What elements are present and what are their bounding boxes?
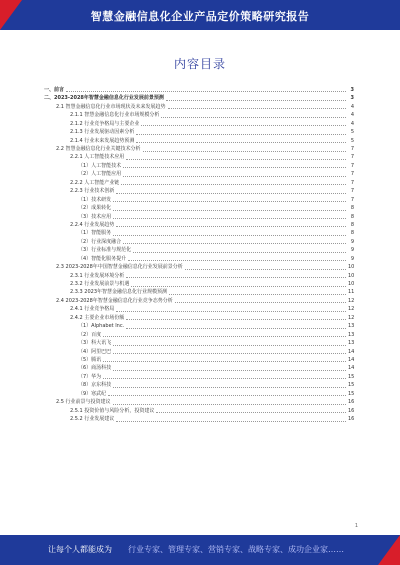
toc-entry-title: （2）成果转化 <box>78 205 112 212</box>
toc-entry-title: 2.1 智慧金融信息化行业市场现状及未来发展趋势 <box>56 103 166 110</box>
toc-entry[interactable] <box>44 390 354 398</box>
toc-dot-leader <box>126 319 346 320</box>
toc-entry[interactable] <box>44 120 354 128</box>
toc-entry-page: 14 <box>348 348 355 355</box>
toc-entry[interactable] <box>44 280 354 288</box>
toc-entry[interactable] <box>44 381 354 389</box>
toc-entry-title: （2）人工智能应用 <box>78 171 122 178</box>
toc-entry[interactable] <box>44 128 354 136</box>
toc-dot-leader <box>66 91 346 92</box>
toc-entry-page: 9 <box>350 255 354 262</box>
toc-dot-leader <box>123 243 346 244</box>
toc-entry-page: 16 <box>348 399 355 406</box>
toc-entry-page: 3 <box>350 95 354 102</box>
toc-dot-leader <box>126 328 346 329</box>
toc-entry-page: 7 <box>350 188 354 195</box>
toc-entry-title: 2.5.2 行业发展建议 <box>70 416 115 423</box>
toc-entry-page: 5 <box>350 129 354 136</box>
toc-entry[interactable] <box>44 154 354 162</box>
toc-entry-page: 12 <box>348 297 355 304</box>
toc-dot-leader <box>166 100 346 101</box>
toc-entry[interactable] <box>44 407 354 415</box>
toc-entry[interactable] <box>44 373 354 381</box>
toc-dot-leader <box>116 311 346 312</box>
toc-entry-page: 15 <box>348 382 355 389</box>
page-header-bar <box>0 0 400 30</box>
toc-dot-leader <box>131 286 346 287</box>
toc-dot-leader <box>175 302 346 303</box>
toc-entry-title: 二、2023-2028年智慧金融信息化行业发展前景预测 <box>44 95 164 102</box>
toc-entry-page: 8 <box>350 205 354 212</box>
toc-dot-leader <box>156 412 346 413</box>
toc-dot-leader <box>113 370 346 371</box>
toc-entry[interactable] <box>44 314 354 322</box>
toc-entry[interactable] <box>44 111 354 119</box>
toc-entry-title: （9）寒武纪 <box>78 390 107 397</box>
toc-entry-page: 9 <box>350 238 354 245</box>
toc-entry-page: 4 <box>350 103 354 110</box>
toc-entry[interactable] <box>44 331 354 339</box>
toc-dot-leader <box>116 193 346 194</box>
toc-entry-title: 2.2.3 行业技术创新 <box>70 188 115 195</box>
toc-dot-leader <box>123 176 346 177</box>
toc-entry-title: （6）商汤科技 <box>78 365 112 372</box>
toc-dot-leader <box>113 345 346 346</box>
report-title: 智慧金融信息化企业产品定价策略研究报告 <box>90 10 310 23</box>
toc-entry[interactable] <box>44 196 354 204</box>
toc-dot-leader <box>116 226 346 227</box>
toc-entry[interactable] <box>44 204 354 212</box>
toc-dot-leader <box>113 404 346 405</box>
toc-entry-page: 8 <box>350 213 354 220</box>
toc-entry-page: 14 <box>348 356 355 363</box>
toc-entry-title: （1）技术研发 <box>78 196 112 203</box>
toc-entry[interactable] <box>44 348 354 356</box>
toc-entry[interactable] <box>44 339 354 347</box>
footer-slogan-left: 让每个人都能成为 <box>48 545 112 554</box>
toc-entry-title: （2）百度 <box>78 331 102 338</box>
toc-entry-title: 2.4 2023-2028年智慧金融信息化行业竞争态势分析 <box>56 297 173 304</box>
toc-entry-title: 2.1.3 行业发展驱动因素分析 <box>70 129 135 136</box>
footer-slogan-right: 行业专家、管理专家、营销专家、战略专家、成功企业家…… <box>128 545 344 554</box>
toc-entry[interactable] <box>44 305 354 313</box>
toc-entry[interactable] <box>44 364 354 372</box>
toc-entry[interactable] <box>44 398 354 406</box>
toc-entry-page: 13 <box>348 323 355 330</box>
toc-dot-leader <box>121 184 346 185</box>
toc-entry-title: 一、前言 <box>44 86 65 93</box>
toc-entry[interactable] <box>44 179 354 187</box>
toc-entry-title: （4）智能化服务提升 <box>78 255 127 262</box>
toc-dot-leader <box>113 353 346 354</box>
toc-entry[interactable] <box>44 145 354 153</box>
toc-entry[interactable] <box>44 297 354 305</box>
toc-entry-page: 5 <box>350 137 354 144</box>
toc-entry-title: （1）人工智能技术 <box>78 162 122 169</box>
toc-entry-page: 8 <box>350 221 354 228</box>
toc-dot-leader <box>113 387 346 388</box>
toc-entry-title: （5）腾讯 <box>78 356 102 363</box>
toc-entry[interactable] <box>44 221 354 229</box>
toc-entry-title: 2.3.3 2023年智慧金融信息化行业规模预测 <box>70 289 168 296</box>
toc-entry-title: 2.3.1 行业发展环境分析 <box>70 272 125 279</box>
toc-entry-title: （7）华为 <box>78 373 102 380</box>
toc-entry-title: 2.2.2 人工智能产业链 <box>70 179 120 186</box>
toc-entry-page: 7 <box>350 196 354 203</box>
toc-dot-leader <box>185 269 346 270</box>
toc-entry[interactable] <box>44 103 354 111</box>
toc-entry-page: 14 <box>348 365 355 372</box>
toc-dot-leader <box>113 235 346 236</box>
toc-dot-leader <box>143 151 346 152</box>
footer-accent-stripe <box>378 535 400 565</box>
toc-dot-leader <box>133 252 346 253</box>
toc-entry-page: 7 <box>350 146 354 153</box>
toc-dot-leader <box>108 395 346 396</box>
toc-entry-page: 13 <box>348 331 355 338</box>
toc-entry-title: 2.1.2 行业竞争格局与主要企业 <box>70 120 140 127</box>
toc-entry-page: 12 <box>348 314 355 321</box>
toc-entry-title: （3）行业标准与规范化 <box>78 247 132 254</box>
toc-entry-page: 10 <box>348 264 355 271</box>
toc-entry-title: （3）技术应用 <box>78 213 112 220</box>
toc-dot-leader <box>169 294 346 295</box>
toc-entry-page: 16 <box>348 416 355 423</box>
toc-dot-leader <box>113 201 346 202</box>
toc-entry-page: 3 <box>350 86 354 93</box>
toc-dot-leader <box>136 142 346 143</box>
toc-entry[interactable] <box>44 213 354 221</box>
toc-dot-leader <box>168 108 346 109</box>
toc-entry[interactable] <box>44 170 354 178</box>
toc-entry-page: 7 <box>350 179 354 186</box>
toc-entry-title: （1）智能服务 <box>78 230 112 237</box>
toc-entry[interactable] <box>44 162 354 170</box>
toc-entry[interactable] <box>44 137 354 145</box>
toc-entry-page: 12 <box>348 306 355 313</box>
toc-entry[interactable] <box>44 263 354 271</box>
toc-entry[interactable] <box>44 238 354 246</box>
toc-entry-page: 7 <box>350 171 354 178</box>
toc-dot-leader <box>128 260 346 261</box>
toc-entry-title: 2.5.1 投资价值与风险分析，投资建议 <box>70 407 155 414</box>
toc-entry-page: 11 <box>348 289 355 296</box>
toc-entry-title: 2.2.1 人工智能技术应用 <box>70 154 125 161</box>
toc-entry-page: 10 <box>348 281 355 288</box>
toc-entry-title: 2.1.1 智慧金融信息化行业市场规模分析 <box>70 112 160 119</box>
toc-dot-leader <box>126 159 346 160</box>
page-number: 1 <box>354 523 358 529</box>
toc-entry[interactable] <box>44 322 354 330</box>
toc-dot-leader <box>161 117 346 118</box>
toc-dot-leader <box>103 378 346 379</box>
toc-dot-leader <box>123 167 346 168</box>
toc-dot-leader <box>136 134 346 135</box>
toc-entry-page: 15 <box>348 390 355 397</box>
toc-entry[interactable] <box>44 86 354 94</box>
toc-entry[interactable] <box>44 229 354 237</box>
toc-dot-leader <box>113 210 346 211</box>
toc-entry[interactable] <box>44 415 354 423</box>
toc-entry-title: 2.2 智慧金融信息化行业关键技术分析 <box>56 146 141 153</box>
toc-entry-page: 7 <box>350 154 354 161</box>
toc-entry-page: 16 <box>348 407 355 414</box>
toc-entry[interactable] <box>44 94 354 102</box>
toc-entry[interactable] <box>44 289 354 297</box>
toc-entry-title: 2.2.4 行业发展趋势 <box>70 221 115 228</box>
toc-entry-title: （8）京东科技 <box>78 382 112 389</box>
toc-dot-leader <box>103 336 346 337</box>
toc-entry-page: 9 <box>350 247 354 254</box>
toc-entry-page: 8 <box>350 230 354 237</box>
toc-entry-title: 2.3.2 行业发展前景与机遇 <box>70 281 130 288</box>
toc-entry[interactable] <box>44 272 354 280</box>
toc-entry[interactable] <box>44 187 354 195</box>
toc-entry-page: 4 <box>350 112 354 119</box>
toc-dot-leader <box>103 361 346 362</box>
toc-entry-title: （2）行业深度融合 <box>78 238 122 245</box>
toc-dot-leader <box>126 277 346 278</box>
toc-dot-leader <box>116 421 346 422</box>
toc-entry-page: 10 <box>348 272 355 279</box>
table-of-contents <box>44 86 354 424</box>
toc-dot-leader <box>141 125 346 126</box>
toc-entry-title: （1）Alphabet Inc. <box>78 323 125 330</box>
toc-entry-title: 2.1.4 行业未来发展趋势预测 <box>70 137 135 144</box>
toc-entry-title: 2.3 2023-2028年中国智慧金融信息化行业发展前景分析 <box>56 264 183 271</box>
toc-entry[interactable] <box>44 246 354 254</box>
toc-entry-title: （3）科大讯飞 <box>78 340 112 347</box>
toc-entry-page: 15 <box>348 373 355 380</box>
toc-entry[interactable] <box>44 356 354 364</box>
page-footer-bar <box>0 535 400 565</box>
toc-entry[interactable] <box>44 255 354 263</box>
toc-entry-page: 4 <box>350 120 354 127</box>
toc-heading: 内容目录 <box>173 57 226 71</box>
toc-entry-title: 2.4.1 行业竞争格局 <box>70 306 115 313</box>
toc-entry-title: （4）阿里巴巴 <box>78 348 112 355</box>
toc-entry-title: 2.5 行业前景与投资建议 <box>56 399 111 406</box>
toc-entry-page: 7 <box>350 162 354 169</box>
toc-entry-page: 13 <box>348 340 355 347</box>
toc-entry-title: 2.4.2 主要企业市场份额 <box>70 314 125 321</box>
toc-dot-leader <box>113 218 346 219</box>
